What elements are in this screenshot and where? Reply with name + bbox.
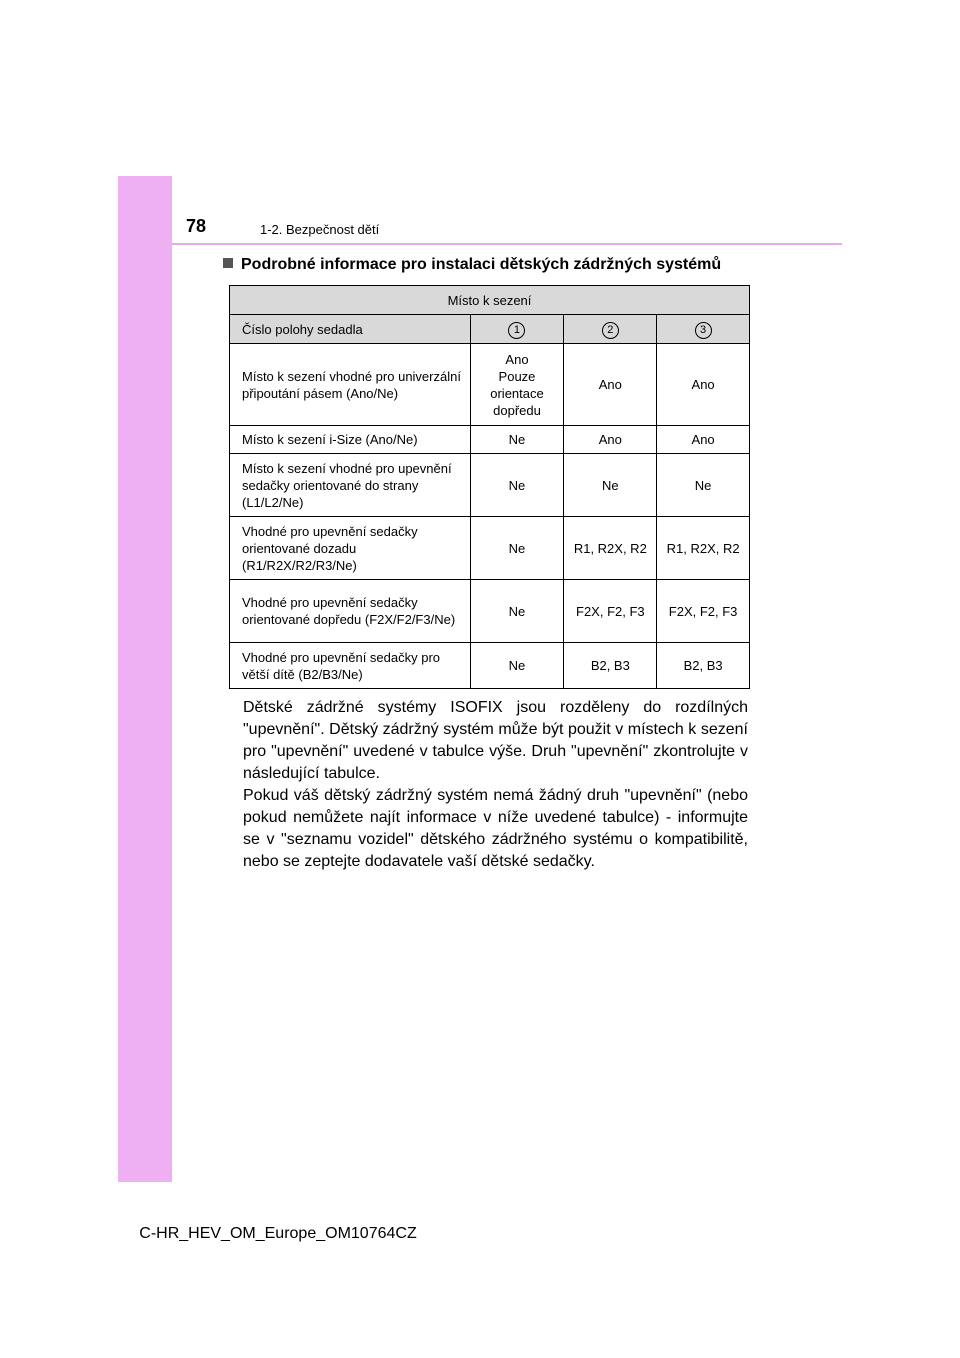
subheading-text: Podrobné informace pro instalaci dětských zádržných systémů	[241, 256, 722, 273]
cell-value: F2X, F2, F3	[657, 580, 750, 643]
table-row	[230, 643, 750, 689]
row-label: Místo k sezení vhodné pro upevnění sedačky orientované do strany (L1/L2/Ne)	[230, 454, 471, 517]
position-2-icon: 2	[602, 322, 619, 339]
position-1-icon: 1	[508, 322, 525, 339]
cell-value: Ne	[470, 643, 564, 689]
cell-value: Ne	[657, 454, 750, 517]
table-row	[230, 517, 750, 580]
table-row	[230, 580, 750, 643]
square-bullet-icon	[223, 258, 233, 268]
cell-value: Ne	[470, 517, 564, 580]
cell-value: B2, B3	[564, 643, 657, 689]
paragraph: Dětské zádržné systémy ISOFIX jsou rozděleny do rozdílných "upevnění". Dětský zádržný systém může být použit v místech k sezení pro "upevnění" uvedené v tabulce výše. Druh "upevnění" zkontrolujte v následující tabulce.	[243, 699, 748, 782]
sidebar-tab	[118, 176, 172, 1182]
cell-value: Ano	[657, 344, 750, 426]
cell-value: Ano	[657, 426, 750, 454]
row-label: Vhodné pro upevnění sedačky orientované dopředu (F2X/F2/F3/Ne)	[230, 580, 471, 643]
cell-value: Ne	[470, 426, 564, 454]
row-label: Vhodné pro upevnění sedačky orientované dozadu (R1/R2X/R2/R3/Ne)	[230, 517, 471, 580]
cell-value: Ne	[564, 454, 657, 517]
table-row	[230, 344, 750, 426]
seating-positions-table	[229, 285, 750, 689]
paragraph: Pokud váš dětský zádržný systém nemá žádný druh "upevnění" (nebo pokud nemůžete najít informace v níže uvedené tabulce) - informujte se v "seznamu vozidel" dětského zádržného systému o kompatibilitě, nebo se zeptejte dodavatele vaší dětské sedačky.	[243, 787, 748, 870]
position-label: Číslo polohy sedadla	[230, 315, 471, 344]
page-number: 78	[186, 216, 207, 236]
position-3-icon: 3	[695, 322, 712, 339]
cell-value: B2, B3	[657, 643, 750, 689]
body-text	[243, 697, 748, 873]
table-row	[230, 454, 750, 517]
cell-value: Ne	[470, 454, 564, 517]
cell-value: Ano Pouze orientace dopředu	[470, 344, 564, 426]
cell-value: Ne	[470, 580, 564, 643]
document-code: C-HR_HEV_OM_Europe_OM10764CZ	[139, 1225, 417, 1242]
row-label: Místo k sezení vhodné pro univerzální připoutání pásem (Ano/Ne)	[230, 344, 471, 426]
table-title: Místo k sezení	[230, 286, 750, 315]
section-title: 1-2. Bezpečnost dětí	[260, 222, 380, 237]
cell-value: Ano	[564, 344, 657, 426]
cell-value: Ano	[564, 426, 657, 454]
cell-value: R1, R2X, R2	[657, 517, 750, 580]
row-label: Místo k sezení i-Size (Ano/Ne)	[230, 426, 471, 454]
cell-value: R1, R2X, R2	[564, 517, 657, 580]
subheading	[223, 256, 721, 274]
cell-value: F2X, F2, F3	[564, 580, 657, 643]
header-divider	[172, 243, 842, 245]
table-row	[230, 426, 750, 454]
row-label: Vhodné pro upevnění sedačky pro větší dítě (B2/B3/Ne)	[230, 643, 471, 689]
